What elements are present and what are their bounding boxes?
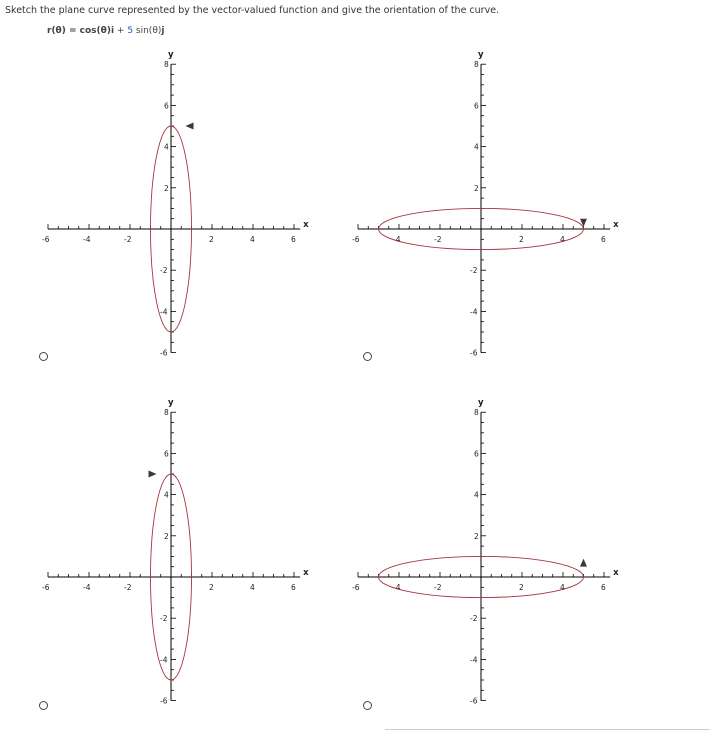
footer-divider — [385, 729, 710, 730]
y-tick-label: -6 — [160, 696, 168, 706]
y-tick-label: 8 — [474, 408, 479, 418]
x-tick-label: 2 — [209, 583, 214, 592]
y-axis-label: y — [478, 398, 484, 409]
y-tick-label: 6 — [474, 449, 479, 459]
y-tick-label: -2 — [160, 614, 168, 624]
y-tick-label: -4 — [470, 655, 478, 665]
orientation-arrow-icon — [149, 471, 157, 478]
question-prompt: Sketch the plane curve represented by the vector-valued function and give the orientation of the curve. — [5, 5, 500, 16]
x-tick-label: -6 — [42, 583, 50, 592]
y-tick-label: -6 — [160, 348, 168, 358]
x-tick-label: -2 — [124, 583, 132, 592]
option-4-plot — [352, 393, 655, 711]
x-tick-label: 6 — [291, 583, 296, 592]
x-tick-label: -6 — [42, 235, 50, 244]
x-tick-label: 6 — [601, 583, 606, 592]
y-tick-label: 2 — [474, 531, 479, 541]
y-tick-label: 2 — [474, 183, 479, 193]
x-axis-label: x — [613, 220, 619, 230]
x-tick-label: 2 — [209, 235, 214, 244]
formula-rest: sin(θ) — [133, 26, 162, 36]
orientation-arrow-icon — [580, 219, 587, 227]
x-tick-label: -2 — [434, 583, 442, 592]
x-tick-label: 4 — [560, 235, 565, 244]
x-tick-label: -4 — [83, 235, 91, 244]
x-tick-label: -4 — [393, 583, 401, 592]
x-tick-label: -6 — [352, 235, 360, 244]
option-4-radio[interactable] — [363, 701, 372, 710]
y-tick-label: -6 — [470, 696, 478, 706]
y-tick-label: 8 — [474, 60, 479, 70]
y-tick-label: 2 — [164, 183, 169, 193]
x-tick-label: 6 — [601, 235, 606, 244]
x-tick-label: 4 — [250, 235, 255, 244]
x-axis-label: x — [613, 568, 619, 578]
option-3-radio[interactable] — [39, 701, 48, 710]
orientation-arrow-icon — [186, 123, 194, 130]
x-tick-label: 2 — [519, 235, 524, 244]
y-tick-label: 4 — [474, 142, 479, 152]
x-tick-label: -2 — [124, 235, 132, 244]
option-1-radio[interactable] — [39, 352, 48, 361]
formula-unit-i: i — [110, 26, 115, 36]
y-tick-label: 4 — [164, 490, 169, 500]
x-tick-label: -4 — [393, 235, 401, 244]
formula-coefficient: 5 — [127, 26, 134, 36]
y-axis-label: y — [478, 50, 484, 61]
y-tick-label: -4 — [470, 307, 478, 317]
x-tick-label: 4 — [560, 583, 565, 592]
y-axis-label: y — [168, 50, 174, 61]
y-tick-label: 8 — [164, 60, 169, 70]
y-tick-label: -2 — [470, 266, 478, 276]
vector-function-formula — [47, 26, 164, 36]
formula-plus: + — [114, 26, 128, 36]
y-tick-label: 6 — [164, 101, 169, 111]
x-axis-label: x — [303, 568, 309, 578]
option-1-plot — [42, 45, 345, 363]
y-axis-label: y — [168, 398, 174, 409]
formula-lhs: r(θ) = cos(θ) — [47, 26, 111, 36]
y-tick-label: 4 — [164, 142, 169, 152]
x-tick-label: -2 — [434, 235, 442, 244]
y-tick-label: -4 — [160, 655, 168, 665]
y-tick-label: -6 — [470, 348, 478, 358]
option-2-plot — [352, 45, 655, 363]
x-tick-label: -6 — [352, 583, 360, 592]
option-2-radio[interactable] — [363, 352, 372, 361]
x-tick-label: 2 — [519, 583, 524, 592]
formula-unit-j: j — [161, 26, 165, 36]
orientation-arrow-icon — [580, 559, 587, 567]
y-tick-label: -4 — [160, 307, 168, 317]
y-tick-label: 2 — [164, 531, 169, 541]
y-tick-label: -2 — [470, 614, 478, 624]
x-axis-label: x — [303, 220, 309, 230]
x-tick-label: 6 — [291, 235, 296, 244]
y-tick-label: 6 — [474, 101, 479, 111]
y-tick-label: 4 — [474, 490, 479, 500]
option-3-plot — [42, 393, 345, 711]
x-tick-label: -4 — [83, 583, 91, 592]
y-tick-label: 6 — [164, 449, 169, 459]
y-tick-label: -2 — [160, 266, 168, 276]
x-tick-label: 4 — [250, 583, 255, 592]
y-tick-label: 8 — [164, 408, 169, 418]
